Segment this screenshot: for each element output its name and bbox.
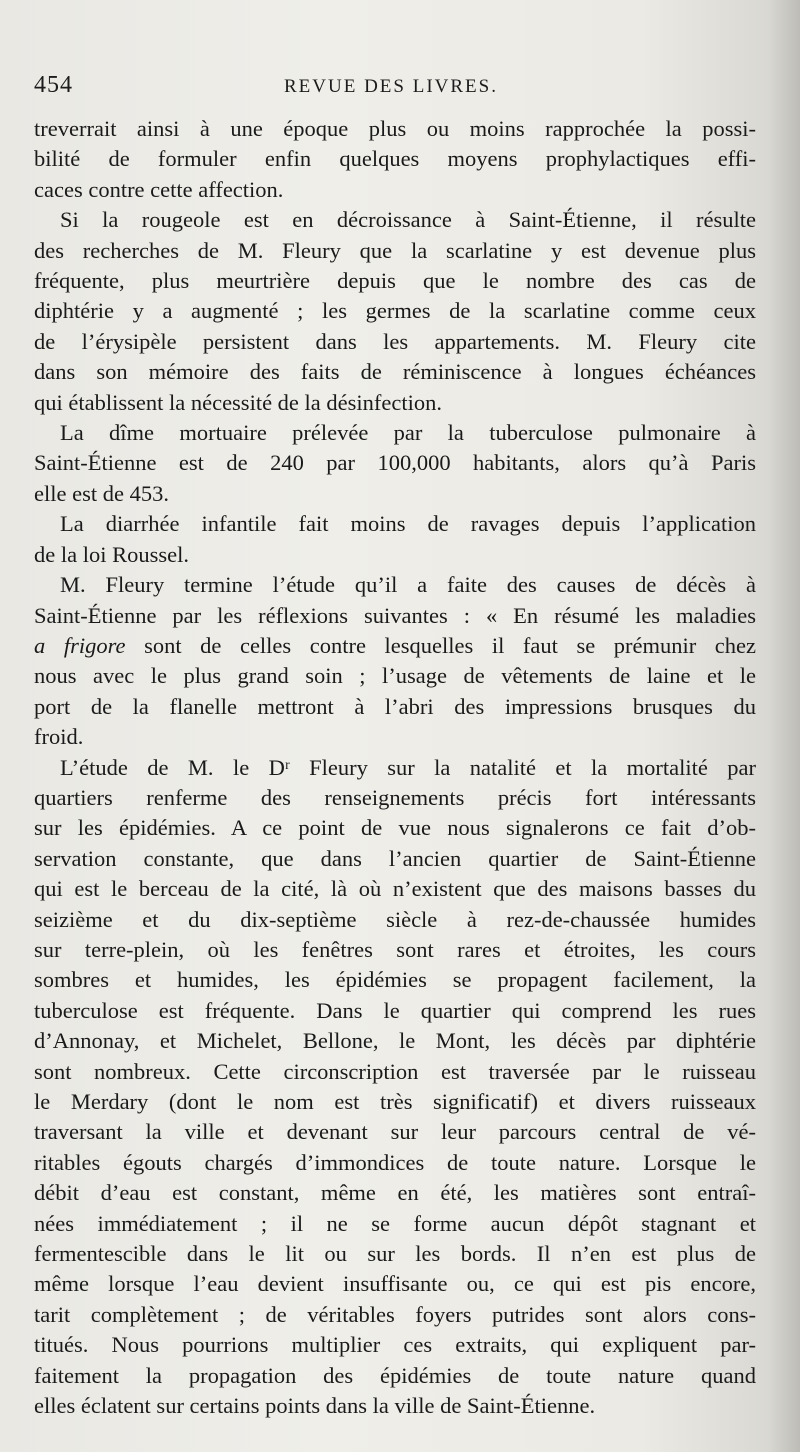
text-line: L’étude de M. le Dʳ Fleury sur la natalité et la mortalité par	[60, 754, 756, 780]
text-line: froid.	[34, 724, 84, 750]
page-header	[34, 72, 760, 104]
text-line: bilité de formuler enfin quelques moyens prophylactiques effi-	[34, 146, 756, 172]
text-line: fréquente, plus meurtrière depuis que le nombre des cas de	[34, 268, 756, 294]
text-line: débit d’eau est constant, même en été, les matières sont entraî-	[34, 1180, 756, 1206]
text-line: dans son mémoire des faits de réminiscence à longues échéances	[34, 359, 756, 385]
text-line: titués. Nous pourrions multiplier ces extraits, qui expliquent par-	[34, 1332, 756, 1358]
text-line: La dîme mortuaire prélevée par la tuberculose pulmonaire à	[60, 420, 756, 446]
italic-phrase: a frigore	[34, 632, 126, 658]
text-line: tuberculose est fréquente. Dans le quartier qui comprend les rues	[34, 997, 756, 1023]
text-line: qui est le berceau de la cité, là où n’existent que des maisons basses du	[34, 876, 756, 902]
text-line: elles éclatent sur certains points dans la ville de Saint-Étienne.	[34, 1393, 596, 1419]
text-line: seizième et du dix-septième siècle à rez-de-chaussée humides	[34, 906, 756, 932]
text-line: sont nombreux. Cette circonscription est traversée par le ruisseau	[34, 1058, 756, 1084]
text-line: M. Fleury termine l’étude qu’il a faite des causes de décès à	[60, 572, 756, 598]
text-line: treverrait ainsi à une époque plus ou moins rapprochée la possi-	[34, 116, 756, 141]
text-line: servation constante, que dans l’ancien quartier de Saint-Étienne	[34, 845, 756, 871]
page-number: 454	[34, 72, 73, 98]
text-line: traversant la ville et devenant sur leur parcours central de vé-	[34, 1119, 756, 1145]
text-line: sur terre-plein, où les fenêtres sont rares et étroites, les cours	[34, 936, 756, 962]
text-line: nous avec le plus grand soin ; l’usage de vêtements de laine et le	[34, 663, 756, 689]
text-line: d’Annonay, et Michelet, Bellone, le Mont, les décès par diphtérie	[34, 1028, 756, 1054]
text-line: de la loi Roussel.	[34, 541, 189, 567]
text-line: de l’érysipèle persistent dans les appartements. M. Fleury cite	[34, 328, 756, 354]
text-line: même lorsque l’eau devient insuffisante ou, ce qui est pis encore,	[34, 1271, 756, 1297]
text-line: Saint-Étienne par les réflexions suivantes : « En résumé les maladies	[34, 602, 756, 628]
text-line: ritables égouts chargés d’immondices de toute nature. Lorsque le	[34, 1149, 756, 1175]
body-text	[34, 114, 756, 1421]
text-line: nées immédiatement ; il ne se forme aucun dépôt stagnant et	[34, 1210, 756, 1236]
text-line-with-italic	[34, 631, 756, 661]
text-line: qui établissent la nécessité de la désinfection.	[34, 389, 442, 415]
text-line: Saint-Étienne est de 240 par 100,000 habitants, alors qu’à Paris	[34, 450, 756, 476]
running-title: REVUE DES LIVRES.	[284, 76, 498, 97]
text-line: diphtérie y a augmenté ; les germes de la scarlatine comme ceux	[34, 298, 756, 324]
text-line: tarit complètement ; de véritables foyers putrides sont alors cons-	[34, 1301, 756, 1327]
text-line: sombres et humides, les épidémies se propagent facilement, la	[34, 967, 756, 993]
text-line: La diarrhée infantile fait moins de ravages depuis l’application	[60, 511, 756, 537]
text-line: elle est de 453.	[34, 480, 169, 506]
text-line-rest: sont de celles contre lesquelles il faut se prémunir chez	[144, 632, 757, 658]
text-line: Si la rougeole est en décroissance à Saint-Étienne, il résulte	[60, 207, 756, 233]
text-line: fermentescible dans le lit ou sur les bords. Il n’en est plus de	[34, 1241, 756, 1267]
text-line: quartiers renferme des renseignements précis fort intéressants	[34, 784, 756, 810]
text-line: caces contre cette affection.	[34, 176, 284, 202]
text-line: port de la flanelle mettront à l’abri des impressions brusques du	[34, 693, 756, 719]
text-line: le Merdary (dont le nom est très significatif) et divers ruisseaux	[34, 1089, 756, 1114]
text-line: faitement la propagation des épidémies de toute nature quand	[34, 1362, 756, 1388]
text-line: des recherches de M. Fleury que la scarlatine y est devenue plus	[34, 237, 756, 263]
text-line: sur les épidémies. A ce point de vue nous signalerons ce fait d’ob-	[34, 815, 756, 841]
